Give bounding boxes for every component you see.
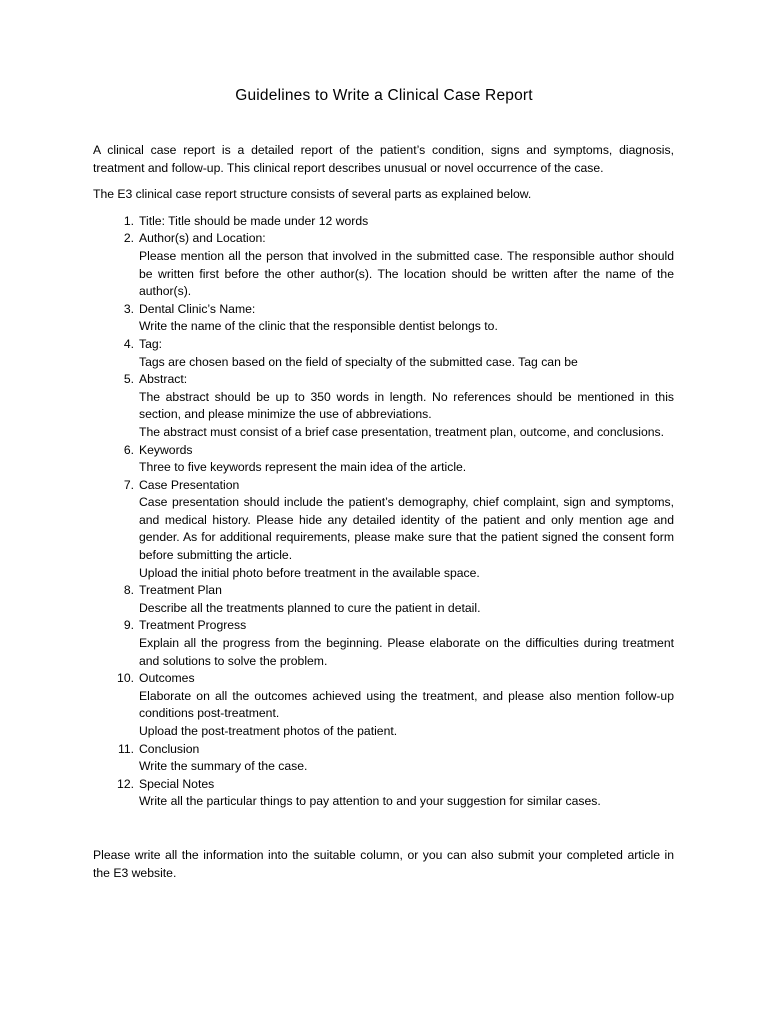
section-number: 5. bbox=[123, 372, 134, 387]
section-number: 11. bbox=[117, 741, 134, 756]
section-text: Write the name of the clinic that the responsible dentist belongs to. bbox=[139, 319, 498, 334]
section-item bbox=[93, 477, 674, 583]
section-text: Upload the post-treatment photos of the patient. bbox=[139, 724, 398, 738]
document-title: Guidelines to Write a Clinical Case Report bbox=[235, 87, 533, 104]
section-heading: Tag: bbox=[139, 336, 163, 351]
section-item bbox=[93, 442, 674, 477]
section-item bbox=[93, 230, 674, 300]
section-number: 1. bbox=[123, 213, 134, 228]
section-text: Describe all the treatments planned to cure the patient in detail. bbox=[139, 600, 481, 615]
section-heading: Author(s) and Location: bbox=[139, 231, 266, 246]
section-number: 9. bbox=[123, 618, 134, 633]
section-item bbox=[93, 617, 674, 670]
section-item bbox=[93, 213, 674, 231]
section-text: The abstract should be up to 350 words in length. No references should be mentioned in this section, and please minimize the use of abbreviations. bbox=[139, 389, 674, 422]
section-heading: Conclusion bbox=[139, 741, 200, 756]
section-text: Write the summary of the case. bbox=[139, 759, 308, 774]
section-heading: Dental Clinic’s Name: bbox=[139, 301, 256, 316]
section-text: Please mention all the person that involved in the submitted case. The responsible author should be written first before the other author(s). The location should be written after the name of the author(s). bbox=[139, 248, 674, 299]
section-number: 3. bbox=[123, 301, 134, 316]
section-text: Tags are chosen based on the field of specialty of the submitted case. Tag can be bbox=[139, 354, 578, 369]
section-number: 8. bbox=[123, 583, 134, 598]
section-text: Upload the initial photo before treatment in the available space. bbox=[139, 565, 480, 580]
structure-intro-paragraph: The E3 clinical case report structure consists of several parts as explained below. bbox=[93, 187, 532, 202]
section-number: 10. bbox=[117, 671, 134, 686]
section-text: The abstract must consist of a brief case presentation, treatment plan, outcome, and conclusions. bbox=[139, 424, 665, 439]
section-item bbox=[93, 670, 674, 740]
section-item bbox=[93, 336, 674, 371]
section-number: 12. bbox=[117, 776, 134, 791]
section-text: Explain all the progress from the beginning. Please elaborate on the difficulties during treatment and solutions to solve the problem. bbox=[139, 636, 674, 668]
section-text: Elaborate on all the outcomes achieved using the treatment, and please also mention follow-up conditions post-treatment. bbox=[139, 688, 674, 721]
sections-list bbox=[93, 213, 674, 811]
section-number: 4. bbox=[123, 336, 134, 351]
section-heading: Treatment Progress bbox=[139, 618, 247, 633]
section-heading: Special Notes bbox=[139, 776, 215, 791]
section-text: Write all the particular things to pay attention to and your suggestion for similar cases. bbox=[139, 794, 601, 809]
section-heading: Case Presentation bbox=[139, 477, 240, 492]
section-number: 7. bbox=[123, 477, 134, 492]
section-item bbox=[93, 582, 674, 617]
section-item bbox=[93, 371, 674, 441]
closing-paragraph: Please write all the information into the suitable column, or you can also submit your completed article in the E3 website. bbox=[93, 847, 674, 880]
section-heading: Title: Title should be made under 12 words bbox=[139, 213, 369, 228]
section-item bbox=[93, 301, 674, 336]
section-text: Three to five keywords represent the main idea of the article. bbox=[139, 460, 467, 475]
section-item bbox=[93, 776, 674, 811]
section-number: 2. bbox=[123, 231, 134, 246]
section-heading: Keywords bbox=[139, 442, 193, 457]
section-item bbox=[93, 741, 674, 776]
section-heading: Treatment Plan bbox=[139, 583, 222, 598]
section-text: Case presentation should include the patient’s demography, chief complaint, sign and symptoms, and medical history. Please hide any detailed identity of the patient and only mention age and gender. As for additional requirements, please make sure that the patient signed the consent form before submitting the article. bbox=[139, 495, 674, 563]
section-number: 6. bbox=[123, 442, 134, 457]
document-body bbox=[93, 142, 674, 882]
section-heading: Abstract: bbox=[139, 372, 188, 387]
section-heading: Outcomes bbox=[139, 671, 195, 686]
intro-paragraph: A clinical case report is a detailed report of the patient’s condition, signs and symptoms, diagnosis, treatment and follow-up. This clinical report describes unusual or novel occurrence of the case. bbox=[93, 143, 674, 175]
